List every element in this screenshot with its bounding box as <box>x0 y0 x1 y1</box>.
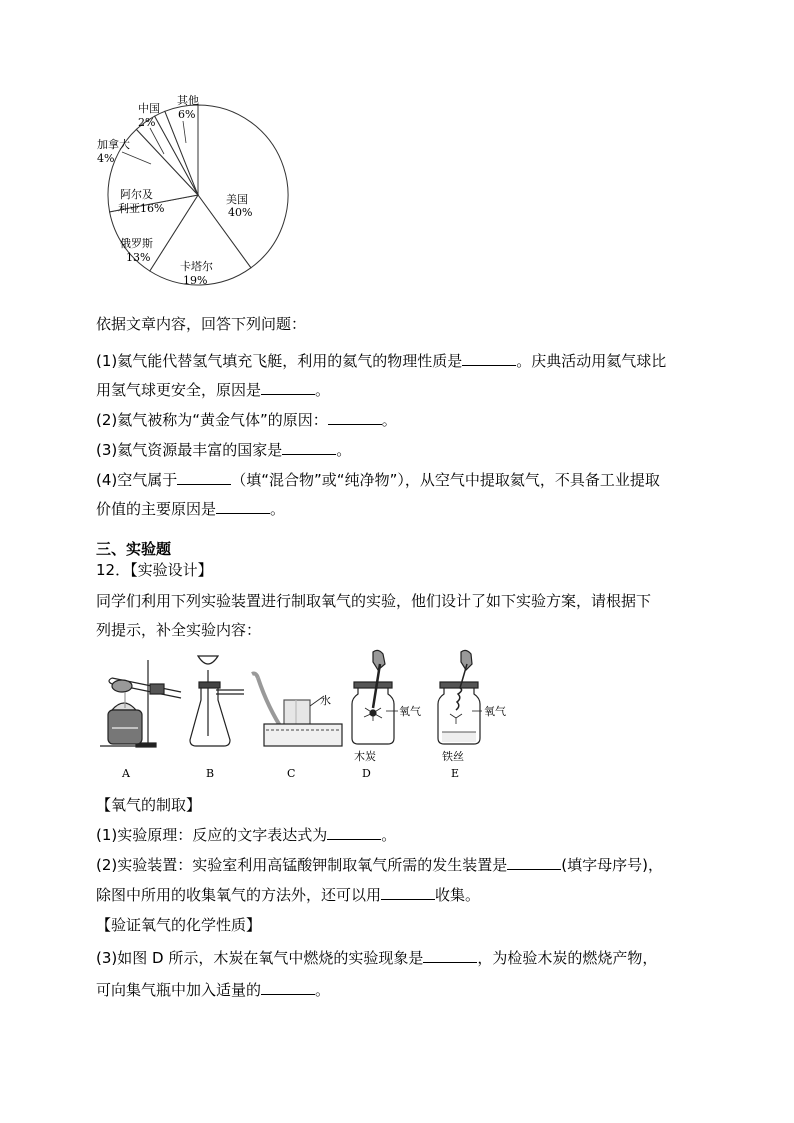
q1-line1: (1)氦气能代替氢气填充飞艇，利用的氦气的物理性质是 。庆典活动用氦气球比 <box>96 352 667 370</box>
label-canada: 加拿大 <box>97 138 130 151</box>
apparatus-e <box>438 650 482 744</box>
label-russia: 俄罗斯 <box>120 237 153 250</box>
apparatus-svg <box>96 648 526 780</box>
answer-blank[interactable] <box>381 885 435 900</box>
p3-line1: (3)如图 D 所示，木炭在氧气中燃烧的实验现象是 ，为检验木炭的燃烧产物， <box>96 949 658 967</box>
answer-blank[interactable] <box>423 948 477 963</box>
answer-blank[interactable] <box>282 440 336 455</box>
label-us: 美国 <box>226 193 248 206</box>
subheading-oxygen-properties: 【验证氧气的化学性质】 <box>96 916 262 934</box>
q4-line2: 价值的主要原因是 。 <box>96 500 286 518</box>
answer-blank[interactable] <box>327 825 381 840</box>
q3-line: (3)氦气资源最丰富的国家是 。 <box>96 441 352 459</box>
q12-desc-line1: 同学们利用下列实验装置进行制取氧气的实验，他们设计了如下实验方案，请根据下 <box>96 592 652 610</box>
p1-line: (1)实验原理：反应的文字表达式为 。 <box>96 826 397 844</box>
q2-line: (2)氦气被称为“黄金气体”的原因： 。 <box>96 411 397 429</box>
subheading-oxygen-prep: 【氧气的制取】 <box>96 796 202 814</box>
label-iron-wire: 铁丝 <box>442 750 464 763</box>
label-water: 水 <box>320 694 331 707</box>
label-charcoal: 木炭 <box>354 750 376 763</box>
p2-line1: (2)实验装置：实验室利用高锰酸钾制取氧气所需的发生装置是 (填字母序号)， <box>96 856 663 874</box>
q12-desc-line2: 列提示，补全实验内容： <box>96 621 262 639</box>
answer-blank[interactable] <box>261 980 315 995</box>
label-a: A <box>122 767 130 780</box>
label-b: B <box>206 767 215 780</box>
label-oxygen-e: 氧气 <box>484 705 506 718</box>
label-qatar: 卡塔尔 <box>180 260 213 273</box>
label-qatar-pct: 19% <box>183 274 208 287</box>
label-d: D <box>362 767 371 780</box>
answer-blank[interactable] <box>462 351 516 366</box>
apparatus-c <box>252 674 342 747</box>
answer-blank[interactable] <box>507 855 561 870</box>
label-oxygen-d: 氧气 <box>399 705 421 718</box>
label-canada-pct: 4% <box>97 152 115 165</box>
answer-blank[interactable] <box>261 380 315 395</box>
label-us-pct: 40% <box>228 206 253 219</box>
label-other-pct: 6% <box>178 108 196 121</box>
question-12-title: 12．【实验设计】 <box>96 561 213 579</box>
apparatus-d <box>352 650 398 744</box>
label-china-pct: 2% <box>138 116 156 129</box>
label-algeria-2: 利亚16% <box>118 202 165 215</box>
q1-line2: 用氢气球更安全，原因是 。 <box>96 381 331 399</box>
section-heading: 三、实验题 <box>96 540 172 558</box>
answer-blank[interactable] <box>216 499 270 514</box>
apparatus-b <box>190 656 244 746</box>
label-algeria-1: 阿尔及 <box>120 188 153 201</box>
p2-line2: 除图中所用的收集氧气的方法外，还可以用 收集。 <box>96 886 481 904</box>
answer-blank[interactable] <box>177 470 231 485</box>
label-c: C <box>287 767 296 780</box>
apparatus-a <box>100 660 181 747</box>
label-russia-pct: 13% <box>126 251 151 264</box>
p3-line2: 可向集气瓶中加入适量的 。 <box>96 981 331 999</box>
q4-line1: (4)空气属于 （填“混合物”或“纯净物”），从空气中提取氦气，不具备工业提取 <box>96 471 660 489</box>
label-other: 其他 <box>177 94 199 107</box>
pie-chart-svg <box>88 88 328 298</box>
label-e: E <box>451 767 460 780</box>
answer-blank[interactable] <box>328 410 382 425</box>
apparatus-figure <box>96 648 526 780</box>
pie-chart <box>88 88 328 298</box>
intro-line: 依据文章内容，回答下列问题： <box>96 315 307 333</box>
label-china: 中国 <box>138 102 160 115</box>
